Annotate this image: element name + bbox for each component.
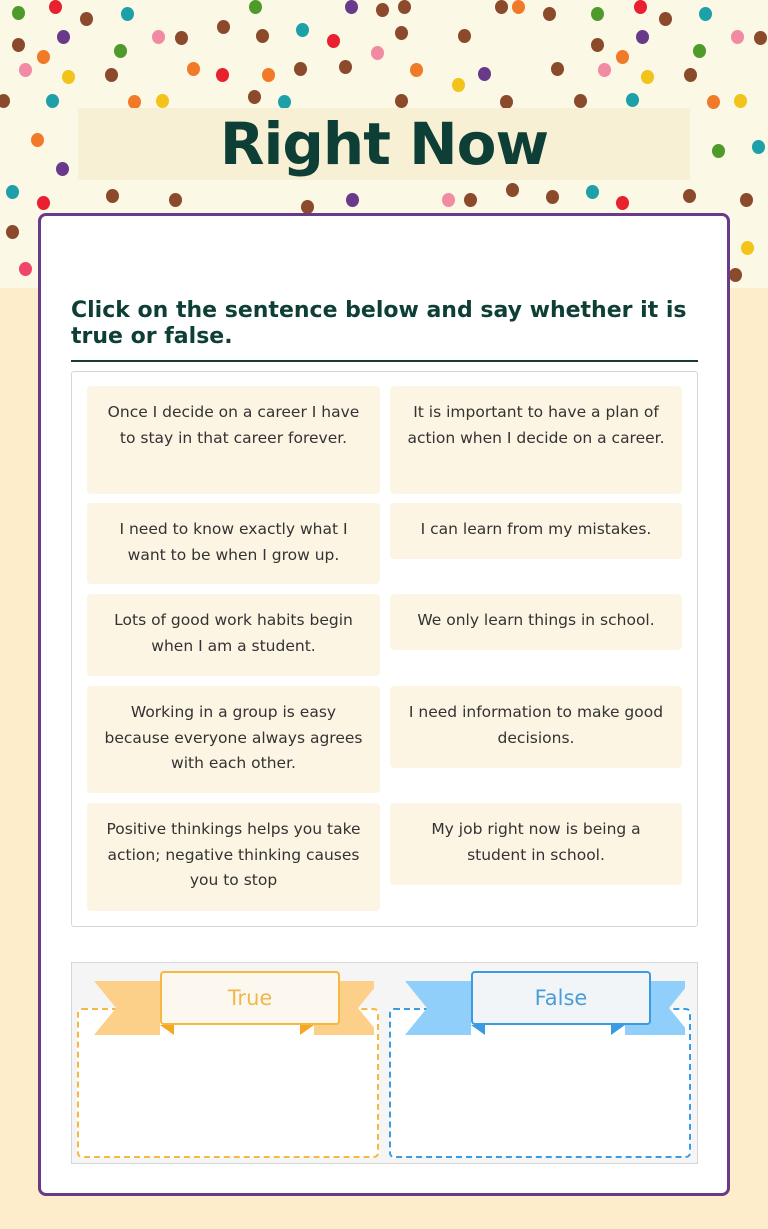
- confetti-dot: [339, 60, 352, 74]
- confetti-dot: [634, 0, 647, 14]
- confetti-dot: [734, 94, 747, 108]
- confetti-dot: [62, 70, 75, 84]
- sentence-item[interactable]: It is important to have a plan of action when I decide on a career.: [390, 386, 682, 494]
- confetti-dot: [495, 0, 508, 14]
- sentence-item[interactable]: My job right now is being a student in school.: [390, 803, 682, 885]
- confetti-dot: [731, 30, 744, 44]
- confetti-dot: [6, 225, 19, 239]
- false-category-label: False: [471, 971, 651, 1025]
- confetti-dot: [80, 12, 93, 26]
- confetti-dot: [12, 6, 25, 20]
- confetti-dot: [249, 0, 262, 14]
- confetti-dot: [683, 189, 696, 203]
- instruction-text: Click on the sentence below and say whether it is true or false.: [71, 298, 687, 349]
- confetti-dot: [506, 183, 519, 197]
- confetti-dot: [156, 94, 169, 108]
- confetti-dot: [152, 30, 165, 44]
- confetti-dot: [278, 95, 291, 109]
- confetti-dot: [512, 0, 525, 14]
- confetti-dot: [256, 29, 269, 43]
- confetti-dot: [551, 62, 564, 76]
- confetti-dot: [626, 93, 639, 107]
- confetti-dot: [128, 95, 141, 109]
- activity-card: [38, 213, 730, 1196]
- confetti-dot: [0, 94, 10, 108]
- page-title: Right Now: [219, 110, 549, 178]
- confetti-dot: [699, 7, 712, 21]
- confetti-dot: [395, 26, 408, 40]
- confetti-dot: [442, 193, 455, 207]
- confetti-dot: [707, 95, 720, 109]
- title-box: [78, 108, 690, 180]
- confetti-dot: [546, 190, 559, 204]
- true-ribbon: [94, 971, 314, 1031]
- confetti-dot: [410, 63, 423, 77]
- confetti-dot: [616, 196, 629, 210]
- confetti-dot: [6, 185, 19, 199]
- confetti-dot: [395, 94, 408, 108]
- confetti-dot: [105, 68, 118, 82]
- confetti-dot: [19, 262, 32, 276]
- confetti-dot: [740, 193, 753, 207]
- sentence-item[interactable]: I need information to make good decisions.: [390, 686, 682, 768]
- confetti-dot: [49, 0, 62, 14]
- confetti-dot: [371, 46, 384, 60]
- sentence-item[interactable]: I need to know exactly what I want to be when I grow up.: [87, 503, 380, 584]
- confetti-dot: [262, 68, 275, 82]
- confetti-dot: [216, 68, 229, 82]
- confetti-dot: [752, 140, 765, 154]
- confetti-dot: [248, 90, 261, 104]
- confetti-dot: [693, 44, 706, 58]
- confetti-dot: [729, 268, 742, 282]
- confetti-dot: [106, 189, 119, 203]
- confetti-dot: [121, 7, 134, 21]
- confetti-dot: [741, 241, 754, 255]
- confetti-dot: [464, 193, 477, 207]
- confetti-dot: [684, 68, 697, 82]
- confetti-dot: [754, 31, 767, 45]
- confetti-dot: [452, 78, 465, 92]
- sentence-items-panel: [71, 371, 698, 927]
- confetti-dot: [296, 23, 309, 37]
- confetti-dot: [376, 3, 389, 17]
- sentence-item[interactable]: Lots of good work habits begin when I am a student.: [87, 594, 380, 676]
- drop-zones-panel: [71, 962, 698, 1164]
- confetti-dot: [398, 0, 411, 14]
- confetti-dot: [458, 29, 471, 43]
- confetti-dot: [169, 193, 182, 207]
- confetti-dot: [114, 44, 127, 58]
- confetti-dot: [57, 30, 70, 44]
- sentence-item[interactable]: Working in a group is easy because everyone always agrees with each other.: [87, 686, 380, 793]
- confetti-dot: [659, 12, 672, 26]
- confetti-dot: [12, 38, 25, 52]
- confetti-dot: [636, 30, 649, 44]
- confetti-dot: [46, 94, 59, 108]
- confetti-dot: [616, 50, 629, 64]
- confetti-dot: [543, 7, 556, 21]
- confetti-dot: [37, 196, 50, 210]
- confetti-dot: [37, 50, 50, 64]
- confetti-dot: [327, 34, 340, 48]
- confetti-dot: [346, 193, 359, 207]
- confetti-dot: [500, 95, 513, 109]
- confetti-dot: [19, 63, 32, 77]
- sentence-item[interactable]: I can learn from my mistakes.: [390, 503, 682, 559]
- confetti-dot: [478, 67, 491, 81]
- confetti-dot: [641, 70, 654, 84]
- sentence-item[interactable]: Positive thinkings helps you take action; negative thinking causes you to stop: [87, 803, 380, 911]
- divider: [71, 360, 698, 362]
- true-category-label: True: [160, 971, 340, 1025]
- confetti-dot: [586, 185, 599, 199]
- confetti-dot: [31, 133, 44, 147]
- confetti-dot: [598, 63, 611, 77]
- sentence-item[interactable]: We only learn things in school.: [390, 594, 682, 650]
- sentence-item[interactable]: Once I decide on a career I have to stay in that career forever.: [87, 386, 380, 494]
- confetti-dot: [345, 0, 358, 14]
- confetti-dot: [175, 31, 188, 45]
- confetti-dot: [591, 38, 604, 52]
- confetti-dot: [294, 62, 307, 76]
- confetti-dot: [301, 200, 314, 214]
- confetti-dot: [591, 7, 604, 21]
- confetti-dot: [712, 144, 725, 158]
- confetti-dot: [574, 94, 587, 108]
- false-ribbon: [405, 971, 625, 1031]
- confetti-dot: [217, 20, 230, 34]
- confetti-dot: [187, 62, 200, 76]
- confetti-dot: [56, 162, 69, 176]
